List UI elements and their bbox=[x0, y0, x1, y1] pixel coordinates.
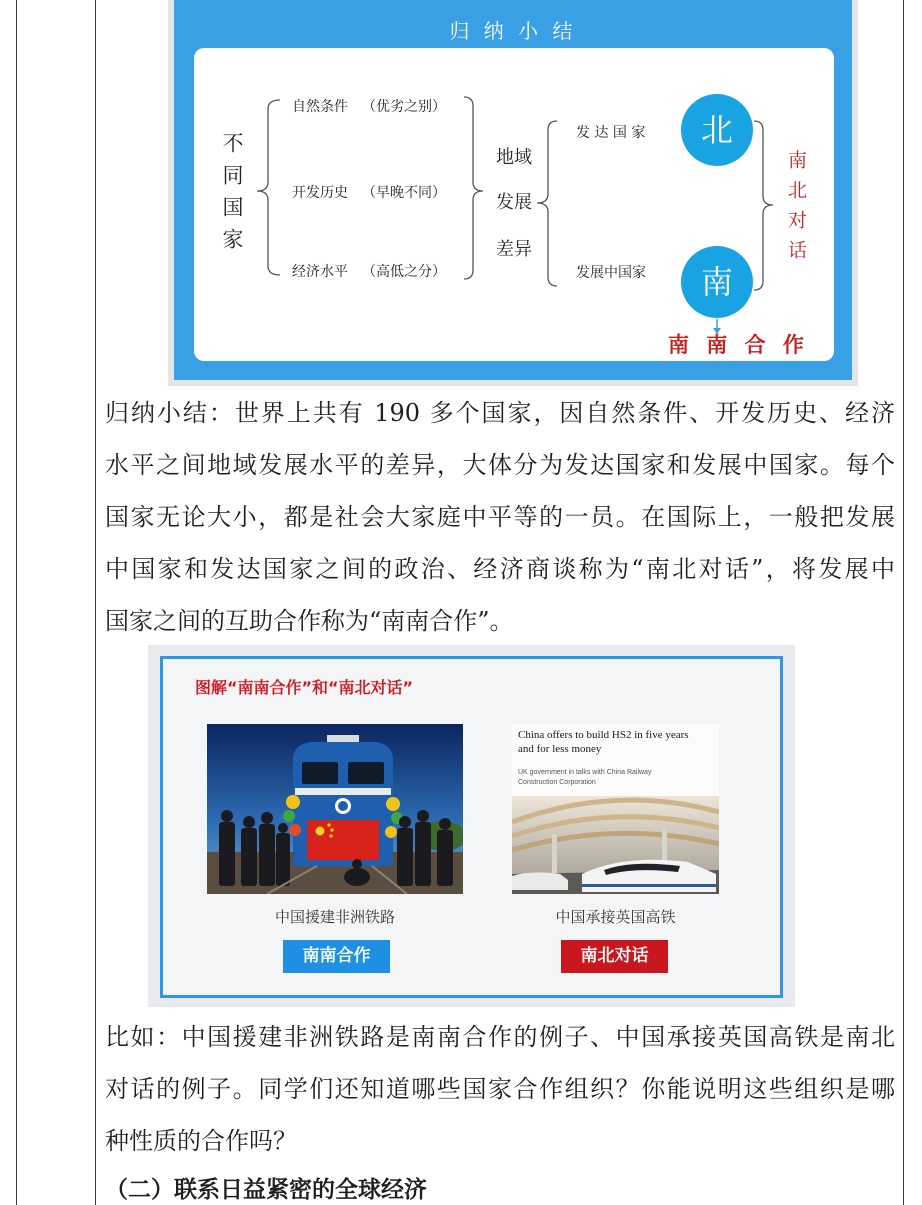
dialogue-bracket bbox=[754, 121, 773, 290]
example-paragraph bbox=[105, 1011, 895, 1167]
country-bracket bbox=[537, 121, 557, 286]
paragraph-line: 水平之间地域发展水平的差异，大体分为发达国家和发展中国家。每个 bbox=[105, 451, 895, 479]
factor-label: 经济水平 bbox=[292, 264, 348, 280]
developed-country-label: 发 达 国 家 bbox=[576, 125, 646, 141]
north-south-badge: 南北对话 bbox=[561, 940, 668, 973]
factor-label: 开发历史 bbox=[292, 185, 348, 201]
north-symbol: 北 bbox=[700, 111, 733, 149]
subject-label: 不同国家 bbox=[220, 132, 244, 260]
section-heading: （二）联系日益紧密的全球经济 bbox=[105, 1176, 427, 1203]
south-south-badge: 南南合作 bbox=[283, 940, 390, 973]
second-train bbox=[512, 872, 568, 890]
left-photo-caption: 中国援建非洲铁路 bbox=[274, 908, 395, 926]
paragraph-line: 归纳小结：世界上共有 190 多个国家，因自然条件、开发历史、经济 bbox=[105, 399, 895, 427]
factor-note: （优劣之别） bbox=[362, 99, 446, 115]
factor-row bbox=[292, 182, 446, 204]
summary-figure-title: 归 纳 小 结 bbox=[449, 19, 577, 43]
factors-bracket bbox=[464, 97, 483, 279]
factor-row bbox=[292, 261, 446, 283]
factor-note: （早晚不同） bbox=[362, 185, 446, 201]
paragraph-line: 对话的例子。同学们还知道哪些国家合作组织？你能说明这些组织是哪 bbox=[105, 1075, 895, 1103]
chinese-flag bbox=[307, 820, 379, 860]
news-headline-line: and for less money bbox=[518, 743, 602, 755]
africa-railway-photo bbox=[207, 724, 463, 894]
difference-word: 地域 bbox=[496, 147, 532, 168]
north-south-dialogue-label: 南北对话 bbox=[785, 150, 807, 270]
developing-country-label: 发展中国家 bbox=[576, 265, 646, 281]
paragraph-line: 中国家和发达国家之间的政治、经济商谈称为“南北对话”，将发展中 bbox=[105, 555, 895, 583]
south-south-cooperation-label: 南 南 合 作 bbox=[668, 333, 809, 357]
south-symbol: 南 bbox=[700, 263, 733, 301]
factor-row bbox=[292, 96, 446, 118]
paragraph-line: 国家之间的互助合作称为“南南合作”。 bbox=[105, 607, 514, 635]
news-subhead-line: Construction Corporation bbox=[518, 779, 596, 786]
summary-paragraph bbox=[105, 387, 895, 647]
difference-word: 差异 bbox=[496, 239, 532, 260]
paragraph-line: 种性质的合作吗？ bbox=[105, 1127, 297, 1155]
factor-label: 自然条件 bbox=[292, 99, 348, 115]
cooperation-figure-title: 图解“南南合作”和“南北对话” bbox=[195, 678, 414, 697]
news-headline-line: China offers to build HS2 in five years bbox=[518, 729, 689, 741]
subject-brace bbox=[257, 100, 280, 275]
factor-note: （高低之分） bbox=[362, 264, 446, 280]
news-subhead-line: UK government in talks with China Railway bbox=[518, 769, 652, 776]
paragraph-line: 比如：中国援建非洲铁路是南南合作的例子、中国承接英国高铁是南北 bbox=[105, 1023, 895, 1051]
right-photo-caption: 中国承接英国高铁 bbox=[555, 908, 676, 926]
difference-word: 发展 bbox=[496, 192, 532, 213]
paragraph-line: 国家无论大小，都是社会大家庭中平等的一员。在国际上，一般把发展 bbox=[105, 503, 895, 531]
